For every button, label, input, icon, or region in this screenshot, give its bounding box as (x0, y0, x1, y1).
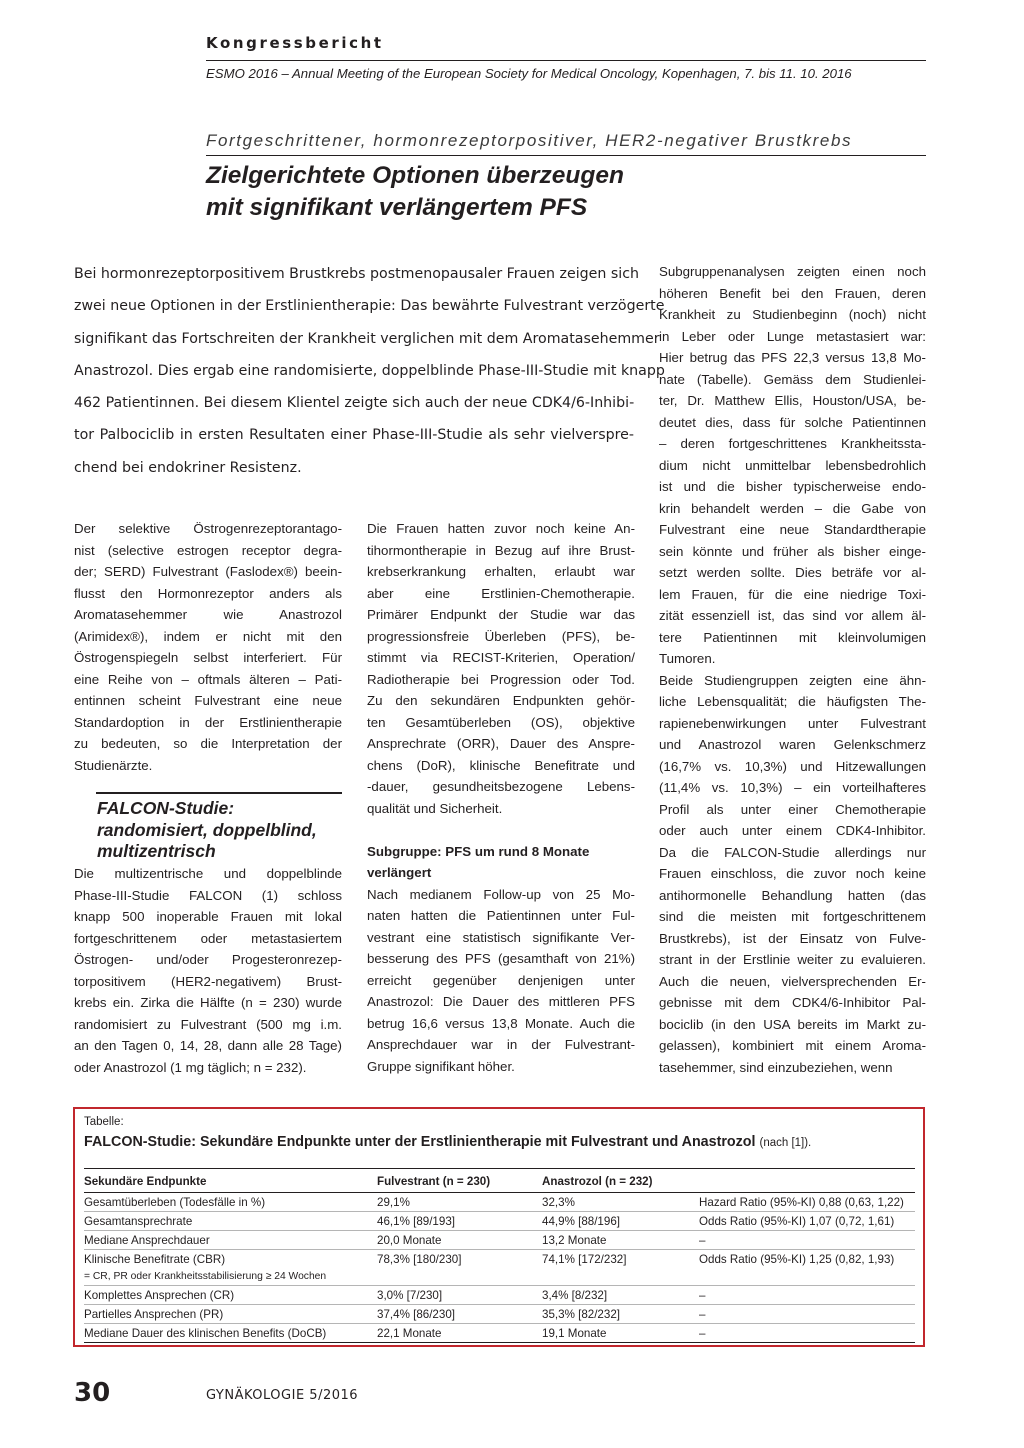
congress-line: ESMO 2016 – Annual Meeting of the European Society for Medical Oncology, Kopenhagen, 7. bis 11. 10. 2016 (206, 66, 852, 81)
column-1-intro (74, 518, 342, 776)
text-line: Auch die neuen, vielversprechenden Er- (659, 973, 926, 989)
cell-endpoint: Partielles Ansprechen (PR) (84, 1305, 377, 1324)
table-header-row (84, 1169, 915, 1193)
table-row (84, 1324, 915, 1343)
cell-fulvestrant: 22,1 Monate (377, 1324, 542, 1343)
text-line: in Leber oder Lunge metastasiert war: (659, 328, 926, 344)
text-line: Tumoren. (659, 651, 716, 666)
subheading-line: FALCON-Studie: (97, 798, 235, 818)
cell-statistic: Odds Ratio (95%-KI) 1,07 (0,72, 1,61) (699, 1212, 915, 1231)
table-title (84, 1134, 811, 1150)
text-line: entinnen scheint Fulvestrant eine neue (74, 693, 342, 708)
text-line: rapienebenwirkungen unter Fulvestrant (659, 715, 926, 731)
text-line: Hier betrug das PFS 22,3 versus 13,8 Mo- (659, 350, 926, 365)
text-line: Frauen einschloss, die zuvor noch keine (659, 866, 926, 881)
text-line: Die multizentrische und doppelblinde (74, 866, 342, 881)
cell-statistic: – (699, 1324, 915, 1343)
text-line: Ansprechdauer war in der Fulvestrant- (367, 1037, 635, 1052)
text-line: betrug 16,6 versus 13,8 Monate. Auch die (367, 1015, 635, 1031)
text-line: lem Frauen, für die eine niedrige Toxi- (659, 586, 926, 602)
text-line: deutet dies, dass für solche Patientinnen (659, 414, 926, 430)
text-line: chend bei endokriner Resistenz. (74, 459, 302, 476)
text-line: liche Lebensqualität; die häufigsten The- (659, 694, 926, 709)
falcon-subheading (97, 798, 347, 863)
headline-line: Zielgerichtete Optionen überzeugen (206, 162, 624, 189)
cell-endpoint: Klinische Benefitrate (CBR) (84, 1252, 226, 1266)
text-line: Standardoption in der Erstlinientherapie (74, 714, 342, 730)
journal-name: GYNÄKOLOGIE 5/2016 (206, 1388, 359, 1403)
text-line: fortgeschrittenem oder metastasiertem (74, 930, 342, 946)
text-line: besserung des PFS (gesamthaft von 21%) (367, 951, 635, 966)
text-line: (Arimidex®), indem er nicht mit den (74, 628, 342, 644)
text-line: sind die meisten mit fortgeschrittenem (659, 909, 926, 924)
headline-line: mit signifikant verlängertem PFS (206, 194, 588, 221)
text-line: Die Frauen hatten zuvor noch keine An- (367, 521, 635, 536)
text-line: gebnisse mit dem CDK4/6-Inhibitor Pal- (659, 995, 926, 1010)
subheading-line: verlängert (367, 865, 432, 880)
text-line: der; SERD) Fulvestrant (Faslodex®) beein- (74, 564, 342, 579)
text-line: krin behandelt werden – die Gabe von (659, 500, 926, 516)
text-line: knapp 500 inoperable Frauen mit lokal (74, 909, 342, 924)
text-line: ter, Dr. Matthew Ellis, Houston/USA, be- (659, 393, 926, 408)
text-line: oder Anastrozol (1 mg täglich; n = 232). (74, 1059, 307, 1075)
text-line: tere Patientinnen mit kleinvolumigen (659, 629, 926, 645)
cell-anastrozol: 13,2 Monate (542, 1231, 699, 1250)
text-line: dium nicht unmittelbar lebensbedrohlich (659, 457, 926, 473)
text-line: Fulvestrant eine neue Standardtherapie (659, 522, 926, 537)
text-line: Zu den sekundären Endpunkten gehör- (367, 693, 635, 708)
text-line: sein könnte und früher als bisher einge- (659, 543, 926, 559)
text-line: Profil als unter einer Chemotherapie (659, 801, 926, 817)
cell-fulvestrant: 3,0% [7/230] (377, 1286, 542, 1305)
subheading-rule (96, 792, 342, 794)
cell-statistic: Odds Ratio (95%-KI) 1,25 (0,82, 1,93) (699, 1252, 895, 1266)
cell-endpoint: Gesamtüberleben (Todesfälle in %) (84, 1193, 377, 1212)
cell-statistic: – (699, 1286, 915, 1305)
kicker-rule (206, 155, 926, 156)
text-line: aber eine Erstlinien-Chemotherapie. (367, 585, 635, 601)
page-number: 30 (74, 1378, 111, 1408)
table-label: Tabelle: (84, 1116, 124, 1128)
table-footnote: = CR, PR oder Krankheitsstabilisierung ≥ 24 Wochen (84, 1268, 915, 1286)
text-line: 462 Patientinnen. Bei diesem Klientel zeigte sich auch der neue CDK4/6-Inhibi- (74, 395, 635, 412)
column-2 (367, 518, 635, 1077)
text-line: bociclib (in den USA bereits im Markt zu- (659, 1016, 926, 1032)
text-line: ten Gesamtüberleben (OS), objektive (367, 714, 635, 730)
article-headline (206, 160, 926, 224)
cell-endpoint: Mediane Ansprechdauer (84, 1231, 377, 1250)
text-line: tor Palbociclib in ersten Resultaten einer Phase-III-Studie als sehr vielverspre- (74, 427, 634, 444)
cell-endpoint: Gesamtansprechrate (84, 1212, 377, 1231)
text-line: qualität und Sicherheit. (367, 800, 503, 816)
cell-statistic: – (699, 1305, 915, 1324)
text-line: gelassen), kombiniert mit einem Aroma- (659, 1038, 926, 1053)
text-line: (11,4% vs. 10,3%) – ein vorteilhafteres (659, 780, 926, 795)
text-line: Studienärzte. (74, 757, 153, 773)
header-endpoint: Sekundäre Endpunkte (84, 1169, 377, 1193)
subheading-line: randomisiert, doppelblind, (97, 819, 317, 840)
cell-fulvestrant: 29,1% (377, 1193, 542, 1212)
text-line: ist und die bisher typischerweise endo- (659, 479, 926, 494)
text-line: Der selektive Östrogenrezeptorantago- (74, 521, 342, 536)
text-line: Aromatasehemmer wie Anastrozol (74, 607, 342, 622)
text-line: vestrant eine statistisch signifikante Ver- (367, 929, 635, 945)
text-line: eine Reihe von – oftmals älteren – Pati- (74, 671, 342, 687)
text-line: und Anastrozol waren Gelenkschmerz (659, 737, 926, 752)
text-line: nist (selective estrogen receptor degra- (74, 542, 342, 558)
cell-endpoint: Mediane Dauer des klinischen Benefits (DoCB) (84, 1324, 377, 1343)
text-line: zität essenziell ist, das sind vor allem äl- (659, 608, 926, 623)
subheading-line: Subgruppe: PFS um rund 8 Monate (367, 843, 590, 859)
text-line: Krankheit zu Studienbeginn (noch) nicht (659, 307, 926, 322)
cell-anastrozol: 3,4% [8/232] (542, 1286, 699, 1305)
text-line: zu bedeuten, so die Interpretation der (74, 736, 342, 751)
cell-anastrozol: 74,1% [172/232] (542, 1252, 627, 1266)
cell-fulvestrant: 37,4% [86/230] (377, 1305, 542, 1324)
text-line: (16,7% vs. 10,3%) und Hitzewallungen (659, 758, 926, 774)
column-1-falcon-text (74, 863, 342, 1078)
article-kicker: Fortgeschrittener, hormonrezeptorpositiver, HER2-negativer Brustkrebs (206, 131, 853, 150)
table-title-reference: (nach [1]). (759, 1137, 812, 1149)
text-line: zwei neue Optionen in der Erstlinientherapie: Das bewährte Fulvestrant verzögerte (74, 298, 665, 315)
cell-anastrozol: 32,3% (542, 1193, 699, 1212)
endpoints-table (84, 1168, 915, 1343)
text-line: Östrogenspiegeln selbst interferiert. Für (74, 650, 342, 665)
text-line: erreicht gegenüber denjenigen unter (367, 972, 635, 988)
lead-paragraph (74, 258, 665, 484)
text-line: Radiotherapie bei Progression oder Tod. (367, 671, 635, 687)
text-line: höheren Benefit bei den Frauen, deren (659, 285, 926, 301)
header-anastrozol: Anastrozol (n = 232) (542, 1169, 699, 1193)
text-line: nate (Tabelle). Gemäss dem Studienlei- (659, 371, 926, 387)
table-row (84, 1250, 915, 1269)
text-line: Subgruppenanalysen zeigten einen noch (659, 264, 926, 279)
section-label: Kongressbericht (206, 34, 384, 52)
text-line: Nach medianem Follow-up von 25 Mo- (367, 886, 635, 902)
text-line: krebserkrankung erhalten, erlaubt war (367, 564, 635, 579)
text-line: -dauer, gesundheitsbezogene Lebens- (367, 779, 635, 794)
subheading-line: multizentrisch (97, 841, 216, 861)
text-line: progressionsfreie Überleben (PFS), be- (367, 628, 635, 644)
text-line: Ansprechrate (ORR), Dauer des Anspre- (367, 736, 635, 751)
text-line: oder auch unter einem CDK4-Inhibitor. (659, 823, 926, 838)
header-rule (206, 60, 926, 61)
header-fulvestrant: Fulvestrant (n = 230) (377, 1169, 542, 1193)
text-line: flusst den Hormonrezeptor anders als (74, 585, 342, 601)
text-line: Brustkrebs), ist der Einsatz von Fulve- (659, 930, 926, 946)
text-line: Beide Studiengruppen zeigten eine ähn- (659, 672, 926, 688)
text-line: naten hatten die Patientinnen unter Ful- (367, 908, 635, 923)
text-line: randomisiert zu Fulvestrant (500 mg i.m. (74, 1016, 342, 1032)
cell-fulvestrant: 46,1% [89/193] (377, 1212, 542, 1231)
text-line: Phase-III-Studie FALCON (1) schloss (74, 887, 342, 903)
text-line: signifikant das Fortschreiten der Krankheit verglichen mit dem Aromatasehemmer (74, 330, 660, 347)
spacer (367, 819, 635, 841)
cell-anastrozol: 19,1 Monate (542, 1324, 699, 1343)
table-note-row (84, 1268, 915, 1286)
cell-endpoint: Komplettes Ansprechen (CR) (84, 1286, 377, 1305)
text-line: an den Tagen 0, 14, 28, dann alle 28 Tage) (74, 1038, 342, 1053)
text-line: Östrogen- und/oder Progesteronrezep- (74, 952, 342, 967)
text-line: – deren fortgeschrittenes Krankheitssta- (659, 436, 926, 451)
table-row (84, 1231, 915, 1250)
column-3 (659, 261, 926, 1078)
cell-statistic: Hazard Ratio (95%-KI) 0,88 (0,63, 1,22) (699, 1193, 915, 1212)
table-row (84, 1212, 915, 1231)
cell-statistic: – (699, 1231, 915, 1250)
cell-anastrozol: 35,3% [82/232] (542, 1305, 699, 1324)
text-line: tasehemmer, sind einzubeziehen, wenn (659, 1059, 893, 1075)
text-line: tihormontherapie in Bezug auf ihre Brust- (367, 542, 635, 558)
text-line: setzt werden sollte. Dies beträfe vor al- (659, 565, 926, 580)
text-line: Anastrozol: Die Dauer des mittleren PFS (367, 994, 635, 1009)
text-line: krebs ein. Zirka die Hälfte (n = 230) wurde (74, 995, 342, 1010)
text-line: stimmt via RECIST-Kriterien, Operation/ (367, 650, 635, 665)
text-line: antihormonelle Behandlung hatten (das (659, 887, 926, 903)
text-line: Primärer Endpunkt der Studie war das (367, 607, 635, 622)
header-statistics (699, 1169, 915, 1193)
cell-fulvestrant: 78,3% [180/230] (377, 1252, 462, 1266)
table-row (84, 1193, 915, 1212)
table-row (84, 1286, 915, 1305)
table-row (84, 1305, 915, 1324)
text-line: chens (DoR), klinische Benefitrate und (367, 757, 635, 773)
text-line: torpositivem (HER2-negativem) Brust- (74, 973, 342, 989)
text-line: Da die FALCON-Studie allerdings nur (659, 844, 926, 860)
cell-fulvestrant: 20,0 Monate (377, 1231, 542, 1250)
cell-anastrozol: 44,9% [88/196] (542, 1212, 699, 1231)
text-line: Anastrozol. Dies ergab eine randomisierte, doppelblinde Phase-III-Studie mit knapp (74, 362, 665, 379)
text-line: Gruppe signifikant höher. (367, 1058, 515, 1074)
text-line: Bei hormonrezeptorpositivem Brustkrebs postmenopausaler Frauen zeigen sich (74, 266, 640, 282)
text-line: strant in der Erstlinie weiter zu evaluieren. (659, 952, 926, 967)
table-title-text: FALCON-Studie: Sekundäre Endpunkte unter der Erstlinientherapie mit Fulvestrant und Anastrozol (84, 1134, 756, 1150)
